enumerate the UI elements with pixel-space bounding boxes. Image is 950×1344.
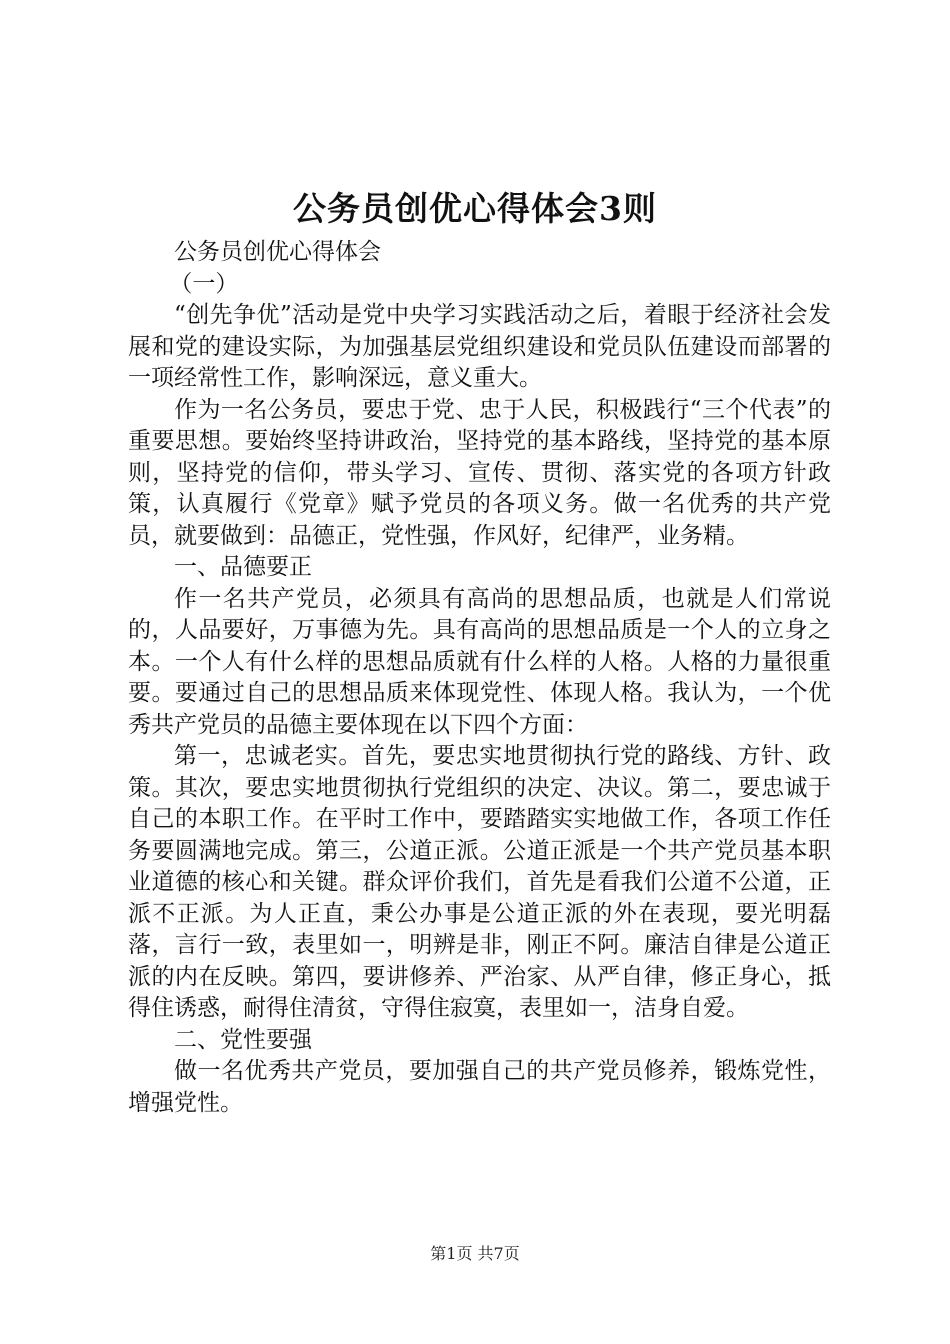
paragraph-1: “创先争优”活动是党中央学习实践活动之后，着眼于经济社会发展和党的建设实际，为加强基层党组织建设和党员队伍建设而部署的一项经常性工作，影响深远，意义重大。 [128, 302, 831, 391]
document-subtitle: 公务员创优心得体会 [174, 239, 381, 265]
section-heading-2: 二、党性要强 [174, 1026, 312, 1053]
section-index: （一） [169, 270, 239, 297]
paragraph-2: 作为一名公务员，要忠于党、忠于人民，积极践行“三个代表”的重要思想。要始终坚持讲政治，坚持党的基本路线，坚持党的基本原则，坚持党的信仰，带头学习、宣传、贯彻、落实党的各项方针政策，认真履行《党章》赋予党员的各项义务。做一名优秀的共产党员，就要做到：品德正，党性强，作风好，纪律严，业务精。 [128, 396, 831, 549]
section-heading-1: 一、品德要正 [174, 554, 312, 580]
page-footer: 第1页 共7页 [430, 1244, 520, 1263]
paragraph-5: 做一名优秀共产党员，要加强自己的共产党员修养，锻炼党性，增强党性。 [128, 1058, 831, 1116]
document-title: 公务员创优心得体会3则 [293, 189, 657, 228]
paragraph-4: 第一，忠诚老实。首先，要忠实地贯彻执行党的路线、方针、政策。其次，要忠实地贯彻执行党组织的决定、决议。第二，要忠诚于自己的本职工作。在平时工作中，要踏踏实实地做工作，各项工作任务要圆满地完成。第三，公道正派。公道正派是一个共产党员基本职业道德的核心和关键。群众评价我们，首先是看我们公道不公道，正派不正派。为人正直，秉公办事是公道正派的外在表现，要光明磊落，言行一致，表里如一，明辨是非，刚正不阿。廉洁自律是公道正派的内在反映。第四，要讲修养、严治家、从严自律，修正身心，抵得住诱惑，耐得住清贫，守得住寂寞，表里如一，洁身自爱。 [128, 743, 831, 1021]
document-body [128, 237, 831, 1119]
paragraph-3: 作一名共产党员，必须具有高尚的思想品质，也就是人们常说的，人品要好，万事德为先。具有高尚的思想品质是一个人的立身之本。一个人有什么样的思想品质就有什么样的人格。人格的力量很重要。要通过自己的思想品质来体现党性、体现人格。我认为，一个优秀共产党员的品德主要体现在以下四个方面： [128, 585, 831, 738]
